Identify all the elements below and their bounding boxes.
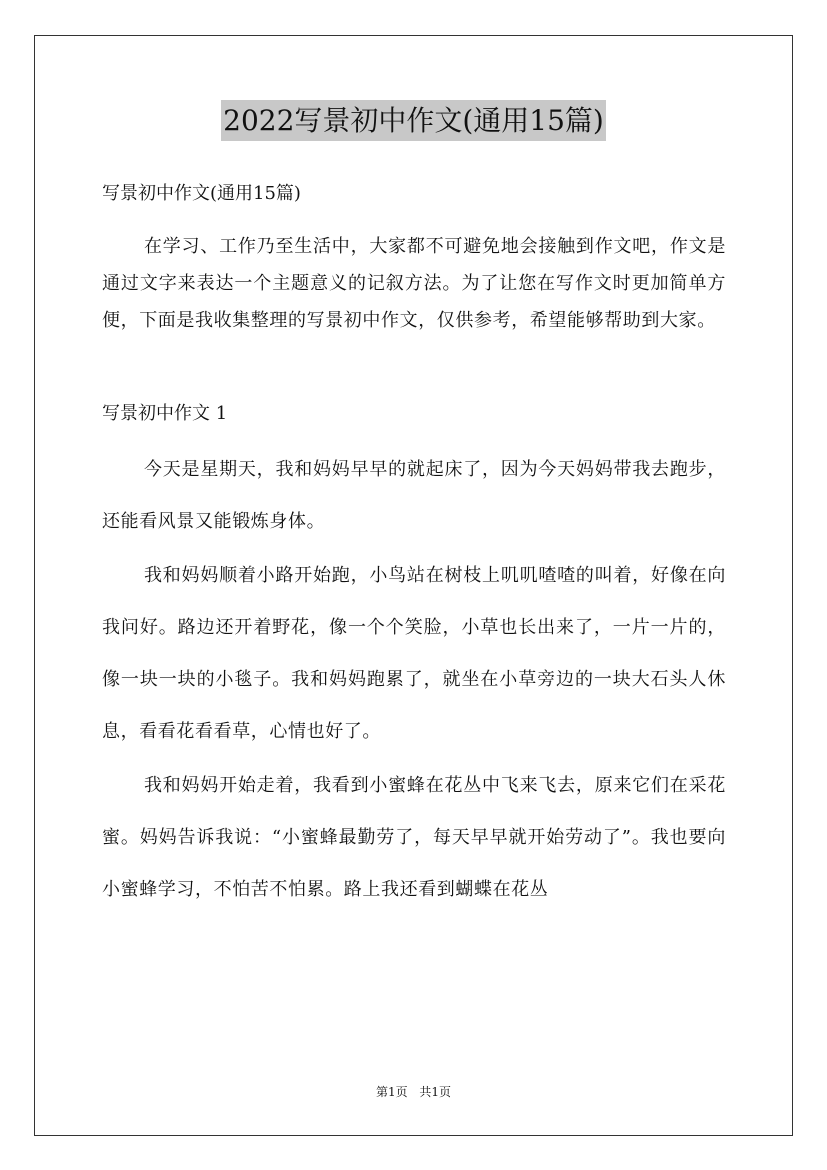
body-paragraph-1: 今天是星期天，我和妈妈早早的就起床了，因为今天妈妈带我去跑步，还能看风景又能锻炼身体。 [102,459,726,532]
body-paragraph-2: 我和妈妈顺着小路开始跑，小鸟站在树枝上叽叽喳喳的叫着，好像在向我问好。路边还开着野花，像一个个笑脸，小草也长出来了，一片一片的，像一块一块的小毯子。我和妈妈跑累了，就坐在小草旁边的一块大石头人休息，看看花看看草，心情也好了。 [102,565,726,742]
intro-paragraph: 在学习、工作乃至生活中，大家都不可避免地会接触到作文吧，作文是通过文字来表达一个主题意义的记叙方法。为了让您在写作文时更加简单方便，下面是我收集整理的写景初中作文，仅供参考，希望能够帮助到大家。 [102,236,726,331]
document-body [102,175,726,918]
section-heading: 写景初中作文 1 [102,403,228,424]
page-footer [0,1084,827,1100]
document-subtitle: 写景初中作文(通用15篇) [102,183,301,204]
page-number-total: 共1页 [419,1085,452,1099]
document-title: 2022写景初中作文(通用15篇) [221,100,606,141]
document-title-container [0,100,827,141]
page-number-current: 第1页 [375,1085,408,1099]
body-paragraph-3: 我和妈妈开始走着，我看到小蜜蜂在花丛中飞来飞去，原来它们在采花蜜。妈妈告诉我说：“小蜜蜂最勤劳了，每天早早就开始劳动了”。我也要向小蜜蜂学习，不怕苦不怕累。路上我还看到蝴蝶在花丛 [102,775,726,900]
